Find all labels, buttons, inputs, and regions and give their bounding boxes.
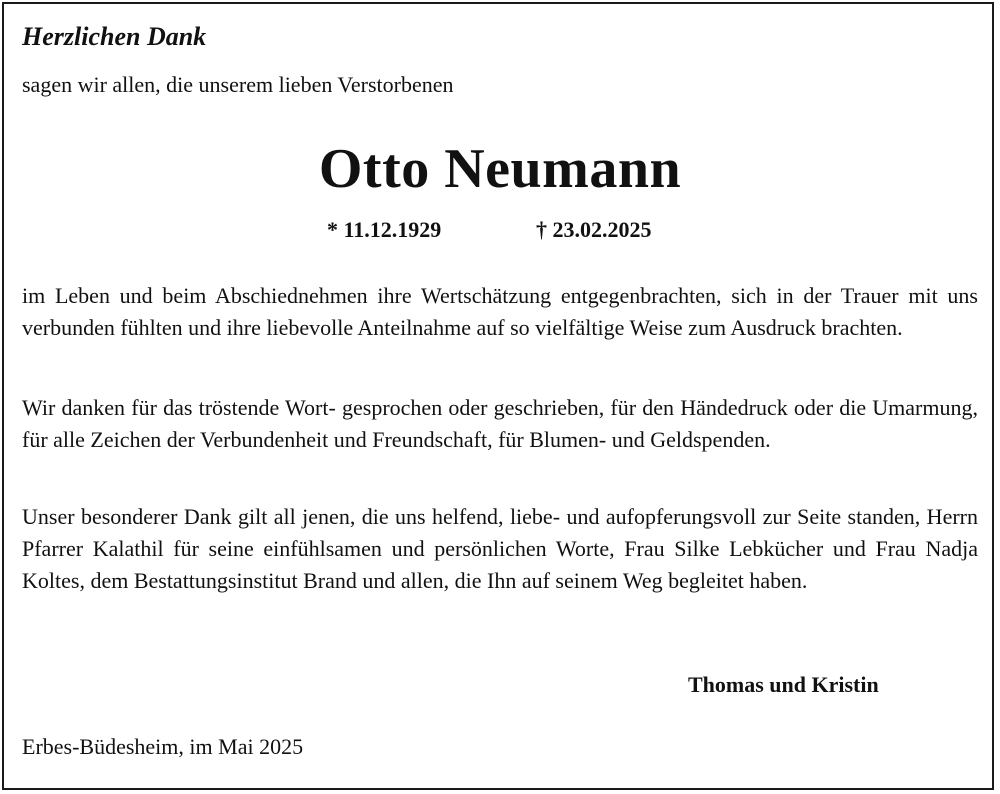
signature: Thomas und Kristin [688, 672, 879, 697]
birth-date: * 11.12.1929 [327, 217, 442, 242]
intro-text: sagen wir allen, die unserem lieben Verstorbenen [22, 72, 454, 97]
paragraph-2: Wir danken für das tröstende Wort- gesprochen oder geschrieben, für den Händedruck oder die Umarmung, für alle Zeichen der Verbundenheit und Freundschaft, für Blumen- und Geldspenden. [22, 395, 978, 452]
death-date: † 23.02.2025 [536, 217, 652, 242]
paragraph-1: im Leben und beim Abschiednehmen ihre Wertschätzung entgegenbrachten, sich in der Trauer mit uns verbunden fühlten und ihre liebevolle Anteilnahme auf so vielfältige Weise zum Ausdruck brachten. [22, 283, 978, 340]
deceased-name: Otto Neumann [318, 138, 682, 200]
notice-heading: Herzlichen Dank [22, 22, 207, 51]
place-and-date: Erbes-Büdesheim, im Mai 2025 [22, 734, 304, 759]
paragraph-3: Unser besonderer Dank gilt all jenen, die uns helfend, liebe- und aufopferungsvoll zur Seite standen, Herrn Pfarrer Kalathil für seine einfühlsamen und persönlichen Worte, Frau Silke Lebkücher und Frau Nadja Koltes, dem Bestattungsinstitut Brand und allen, die Ihn auf seinem Weg begleitet haben. [22, 504, 978, 593]
